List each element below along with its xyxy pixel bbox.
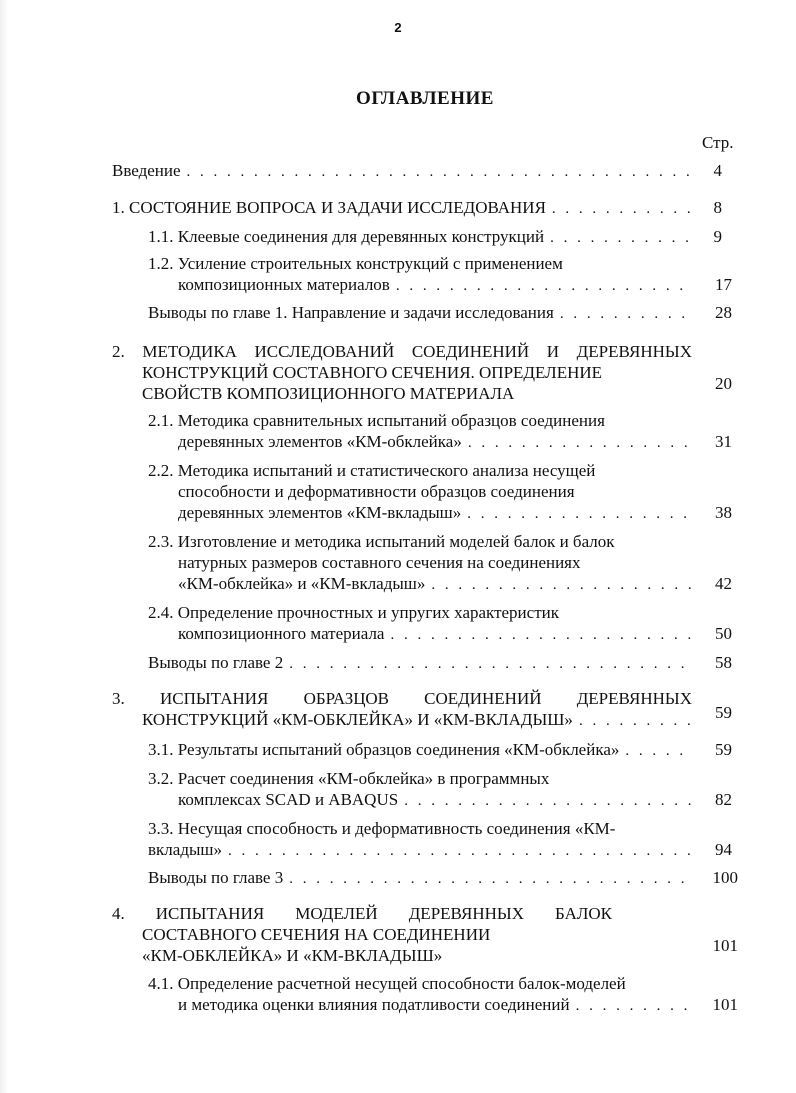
toc-entry-text: Выводы по главе 2 [148,653,284,672]
leader-dots [289,869,693,890]
toc-entry-section-2-1[interactable] [148,410,732,452]
toc-entry-text: КОНСТРУКЦИЙ СОСТАВНОГО СЕЧЕНИЯ. ОПРЕДЕЛЕНИЕ [142,363,603,382]
toc-entry-section-4-1[interactable] [148,973,738,1015]
page-number: 2 [394,20,402,35]
toc-entry-text: 1.1. Клеевые соединения для деревянных конструкций [148,227,545,246]
toc-entry-chapter-1[interactable] [112,197,722,218]
toc-entry-page: 59 [715,740,732,759]
toc-entry-text: 3.3. Несущая способность и деформативность соединения «КМ- [148,819,616,838]
toc-entry-text: 2. МЕТОДИКА ИССЛЕДОВАНИЙ СОЕДИНЕНИЙ И ДЕРЕВЯННЫХ [112,342,692,361]
toc-entry-page: 20 [715,374,732,393]
toc-entry-text: «КМ-ОБКЛЕЙКА» И «КМ-ВКЛАДЫШ» [142,946,443,965]
toc-entry-section-2-3[interactable] [148,531,732,594]
toc-entry-text: СОСТАВНОГО СЕЧЕНИЯ НА СОЕДИНЕНИИ [142,925,491,944]
toc-entry-text: Выводы по главе 3 [148,868,284,887]
toc-entry-introduction[interactable] [112,160,722,181]
leader-dots [404,791,693,812]
leader-dots [187,162,697,183]
toc-entry-chapter-4[interactable] [112,903,738,966]
toc-entry-page: 9 [713,227,722,246]
toc-entry-page: 38 [715,503,732,522]
toc-entry-text: 3. ИСПЫТАНИЯ ОБРАЗЦОВ СОЕДИНЕНИЙ ДЕРЕВЯННЫХ [112,689,692,708]
toc-entry-page: 42 [715,574,732,593]
toc-entry-page: 8 [713,198,722,217]
toc-entry-text: 3.2. Расчет соединения «КМ-обклейка» в программных [148,769,550,788]
toc-entry-text: Выводы по главе 1. Направление и задачи исследования [148,303,554,322]
toc-entry-text: комплексах SCAD и ABAQUS [178,790,399,809]
leader-dots [625,741,693,762]
scan-margin-shadow [0,0,8,1093]
leader-dots [228,841,693,862]
leader-dots [552,199,697,220]
leader-dots [579,711,692,732]
toc-entry-section-1-2[interactable] [148,253,732,295]
toc-entry-section-3-3[interactable] [148,818,732,860]
toc-entry-text: 2.2. Методика испытаний и статистического анализа несущей [148,461,596,480]
toc-entry-text: 2.4. Определение прочностных и упругих характеристик [148,603,559,622]
toc-entry-conclusions-1[interactable] [148,302,732,323]
toc-entry-page: 31 [715,432,732,451]
toc-entry-page: 101 [712,995,738,1014]
toc-entry-text: 4.1. Определение расчетной несущей способности балок-моделей [148,974,626,993]
leader-dots [396,276,693,297]
toc-entry-text: 2.3. Изготовление и методика испытаний моделей балок и балок [148,532,615,551]
toc-entry-text: 2.1. Методика сравнительных испытаний образцов соединения [148,411,605,430]
toc-entry-chapter-2[interactable] [112,341,732,404]
toc-entry-page: 50 [715,624,732,643]
page-column-label: Стр. [702,133,734,152]
toc-entry-text: 1. СОСТОЯНИЕ ВОПРОСА И ЗАДАЧИ ИССЛЕДОВАНИЯ [112,198,546,217]
leader-dots [390,625,693,646]
toc-entry-section-3-1[interactable] [148,739,732,760]
toc-entry-conclusions-3[interactable] [148,867,738,888]
toc-entry-text: натурных размеров составного сечения на соединениях [178,553,581,572]
toc-entry-text: и методика оценки влияния податливости соединений [178,995,570,1014]
toc-entry-page: 58 [715,653,732,672]
toc-entry-text: Введение [112,161,181,180]
leader-dots [550,228,693,249]
leader-dots [467,504,693,525]
toc-entry-page: 17 [715,275,732,294]
toc-entry-page: 94 [715,840,732,859]
toc-entry-chapter-3[interactable] [112,688,732,730]
page-title: ОГЛАВЛЕНИЕ [356,88,494,109]
toc-entry-page: 28 [715,303,732,322]
toc-entry-section-2-4[interactable] [148,602,732,644]
toc-entry-text: «КМ-обклейка» и «КМ-вкладыш» [178,574,426,593]
toc-entry-conclusions-2[interactable] [148,652,732,673]
toc-entry-text: КОНСТРУКЦИЙ «КМ-ОБКЛЕЙКА» И «КМ-ВКЛАДЫШ» [142,710,573,729]
toc-entry-page: 101 [712,936,738,955]
toc-entry-page: 4 [713,161,722,180]
toc-entry-section-1-1[interactable] [148,226,722,247]
toc-entry-section-2-2[interactable] [148,460,732,523]
toc-entry-text: 1.2. Усиление строительных конструкций с применением [148,254,563,273]
toc-entry-text: способности и деформативности образцов соединения [178,482,575,501]
toc-entry-text: деревянных элементов «КМ-вкладыш» [178,503,462,522]
toc-entry-text: деревянных элементов «КМ-обклейка» [178,432,462,451]
leader-dots [431,575,693,596]
toc-entry-text: вкладыш» [148,840,222,859]
toc-entry-section-3-2[interactable] [148,768,732,810]
leader-dots [560,304,693,325]
toc-entry-text: композиционных материалов [178,275,390,294]
toc-entry-text: СВОЙСТВ КОМПОЗИЦИОННОГО МАТЕРИАЛА [142,384,515,403]
toc-entry-page: 59 [715,703,732,722]
toc-entry-page: 100 [712,868,738,887]
toc-entry-text: 3.1. Результаты испытаний образцов соединения «КМ-обклейка» [148,740,620,759]
leader-dots [576,996,698,1017]
toc-entry-text: 4. ИСПЫТАНИЯ МОДЕЛЕЙ ДЕРЕВЯННЫХ БАЛОК [112,904,612,923]
leader-dots [468,433,693,454]
toc-entry-page: 82 [715,790,732,809]
toc-entry-text: композиционного материала [178,624,385,643]
leader-dots [289,654,693,675]
